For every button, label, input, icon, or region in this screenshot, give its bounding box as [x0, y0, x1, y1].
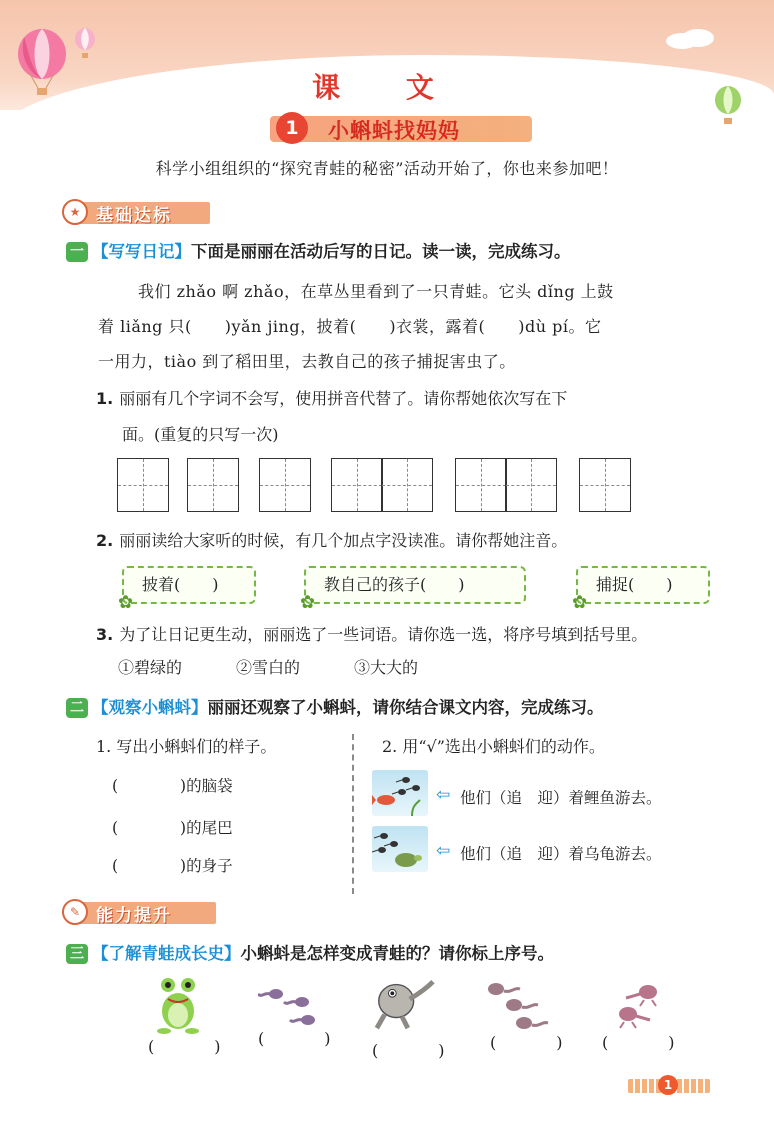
section-label: 基础达标: [96, 206, 172, 226]
hot-air-balloon-icon: [72, 28, 98, 60]
pinyin-card[interactable]: ✿ 捕捉( ): [576, 566, 710, 604]
writing-cell[interactable]: [187, 458, 239, 512]
notebook-icon: ✎: [62, 899, 88, 925]
action-choice[interactable]: 他们（追 迎）着鲤鱼游去。: [460, 789, 662, 807]
page-number: 1: [658, 1075, 678, 1095]
word-option: ②雪白的: [236, 658, 301, 677]
question-2-heading: [66, 694, 604, 718]
subquestion-1: 1. 丽丽有几个字词不会写，使用拼音代替了。请你帮她依次写在下: [96, 389, 568, 408]
writing-cell[interactable]: [117, 458, 169, 512]
question-tag: 【写写日记】: [92, 242, 191, 261]
diary-line: 着 liǎng 只( )yǎn jing，披着( )衣裳，露着( )dù pí。它: [98, 317, 602, 336]
page-title: 课 文: [312, 71, 462, 104]
writing-box-group: [456, 458, 557, 512]
tadpoles-carp-picture: [372, 770, 428, 816]
left-arrow-icon: ⇦: [436, 841, 451, 861]
question-tag: 【观察小蝌蚪】: [92, 698, 208, 717]
page-number-tag: [628, 1076, 710, 1096]
order-blank[interactable]: ( ): [372, 1041, 467, 1060]
word-option: ③大大的: [354, 658, 419, 677]
writing-cell[interactable]: [455, 458, 507, 512]
writing-cell[interactable]: [381, 458, 433, 512]
subquestion-2: 2. 丽丽读给大家听的时候，有几个加点字没读准。请你帮她注音。: [96, 531, 568, 550]
sprout-icon: ✿: [300, 592, 316, 613]
writing-box-group: [580, 458, 631, 512]
writing-cell[interactable]: [331, 458, 383, 512]
tadpoles-turtle-picture: [372, 826, 428, 872]
question-number: 三: [66, 944, 88, 964]
observe-right-title: 2. 用“√”选出小蝌蚪们的动作。: [382, 737, 605, 756]
subquestion-1-cont: 面。(重复的只写一次): [122, 425, 279, 444]
froglet-icon: [368, 972, 436, 1032]
diary-line: [98, 349, 516, 372]
subquestion-3: 3. 为了让日记更生动，丽丽选了一些词语。请你选一选，将序号填到括号里。: [96, 625, 648, 644]
writing-cell[interactable]: [505, 458, 557, 512]
lesson-name: 小蝌蚪找妈妈: [328, 119, 460, 143]
tadpoles-four-legs-icon: [604, 975, 670, 1035]
left-arrow-icon: ⇦: [436, 785, 451, 805]
writing-cell[interactable]: [259, 458, 311, 512]
action-choice[interactable]: 他们（追 迎）着乌龟游去。: [460, 845, 662, 863]
writing-box-group: [118, 458, 169, 512]
writing-box-group: [332, 458, 433, 512]
question-text: 下面是丽丽在活动后写的日记。读一读，完成练习。: [191, 242, 571, 261]
question-number: 二: [66, 698, 88, 718]
sprout-icon: ✿: [118, 592, 134, 613]
observe-blank[interactable]: ( )的尾巴: [112, 819, 233, 837]
section-badge-advanced: [60, 900, 216, 926]
observe-left-title: 1. 写出小蝌蚪们的样子。: [96, 737, 277, 756]
section-badge-basic: [60, 200, 210, 226]
question-text: 小蝌蚪是怎样变成青蛙的？请你标上序号。: [240, 944, 554, 963]
diary-line-text: 一用力，tiào 到了稻田里，去教自己的孩子捕捉害虫了。: [98, 352, 516, 371]
question-tag: 【了解青蛙成长史】: [92, 944, 241, 963]
sprout-icon: ✿: [572, 592, 588, 613]
diary-line: 我们 zhǎo 啊 zhǎo，在草丛里看到了一只青蛙。它头 dǐng 上鼓: [138, 282, 614, 301]
ribbon-medal-icon: ★: [62, 199, 88, 225]
order-blank[interactable]: ( ): [490, 1033, 585, 1052]
tadpoles-with-legs-icon: [484, 975, 550, 1035]
question-3-heading: [66, 940, 554, 964]
word-option: ①碧绿的: [118, 658, 183, 677]
pinyin-card[interactable]: ✿ 披着( ): [122, 566, 256, 604]
section-label: 能力提升: [96, 906, 172, 926]
column-divider: [352, 734, 354, 894]
cloud-icon: [662, 28, 722, 50]
order-blank[interactable]: ( ): [602, 1033, 697, 1052]
order-blank[interactable]: ( ): [148, 1037, 243, 1056]
word-options: [118, 655, 472, 678]
writing-box-group: [260, 458, 311, 512]
pinyin-card[interactable]: ✿ 教自己的孩子( ): [304, 566, 526, 604]
question-text: 丽丽还观察了小蝌蚪，请你结合课文内容，完成练习。: [207, 698, 604, 717]
order-blank[interactable]: ( ): [258, 1029, 353, 1048]
frog-icon: [152, 975, 204, 1035]
writing-cell[interactable]: [579, 458, 631, 512]
question-number: 一: [66, 242, 88, 262]
intro-text: 科学小组组织的“探究青蛙的秘密”活动开始了，你也来参加吧！: [155, 159, 619, 178]
question-1-heading: [66, 238, 571, 262]
lesson-number: 1: [276, 112, 308, 144]
lesson-banner: [252, 112, 534, 144]
writing-box-group: [188, 458, 239, 512]
observe-blank[interactable]: ( )的身子: [112, 857, 233, 875]
writing-grid: [118, 458, 638, 512]
observe-blank[interactable]: ( )的脑袋: [112, 777, 233, 795]
